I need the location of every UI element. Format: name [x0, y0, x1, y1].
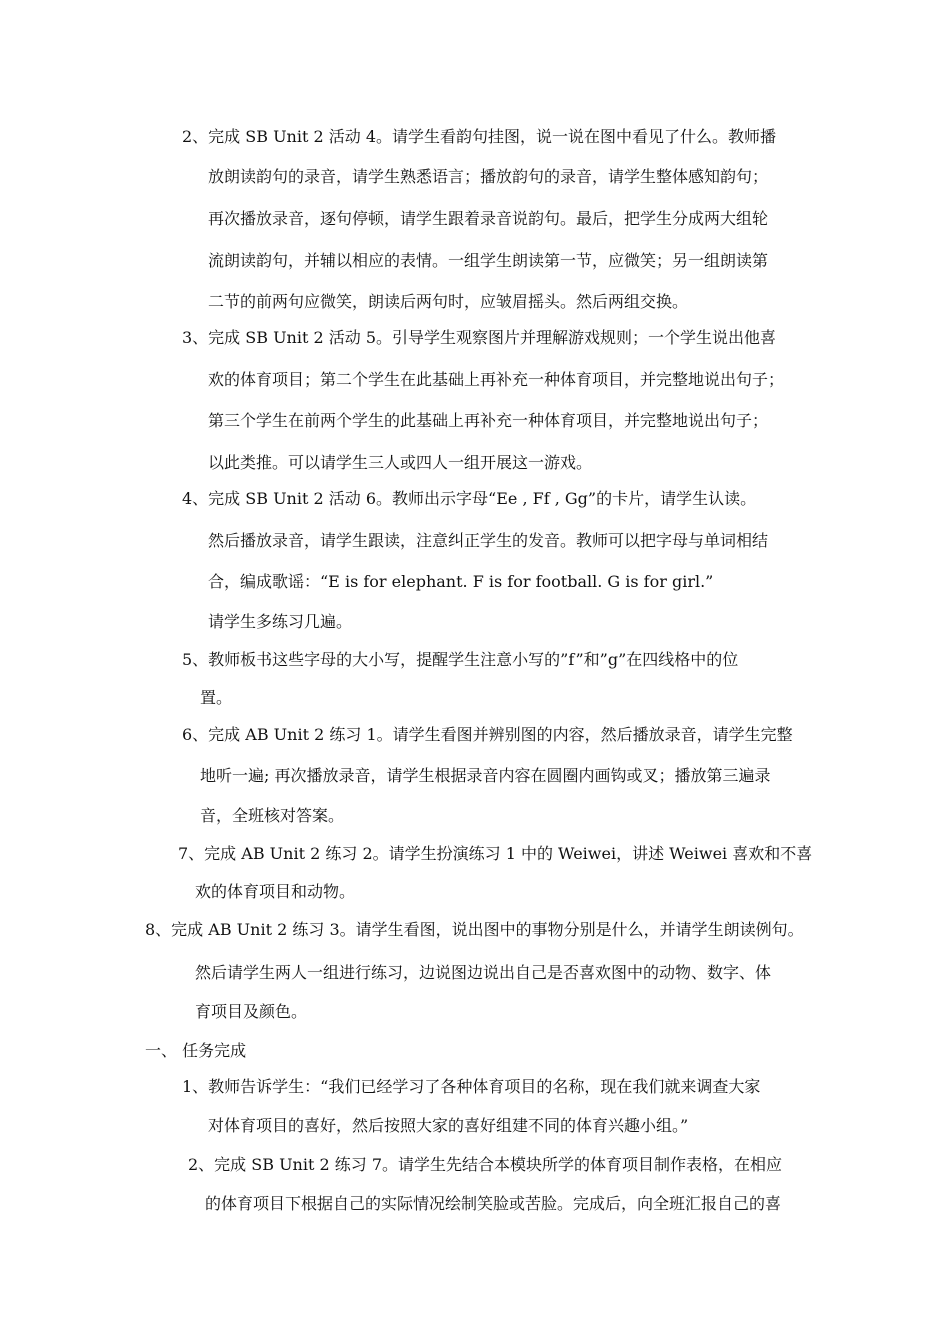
text-line-item6-l2: 地听一遍; 再次播放录音，请学生根据录音内容在圆圈内画钩或叉；播放第三遍录	[200, 766, 771, 785]
text-line-item8-l1: 8、完成 AB Unit 2 练习 3。请学生看图，说出图中的事物分别是什么，并请学生朗读例句。	[145, 920, 804, 939]
text-line-item4-l2: 然后播放录音，请学生跟读，注意纠正学生的发音。教师可以把字母与单词相结	[208, 531, 769, 550]
section-heading: 一、 任务完成	[145, 1041, 247, 1060]
text-line-item8-l3: 育项目及颜色。	[195, 1002, 308, 1021]
text-line-item4-l3: 合，编成歌谣：“E is for elephant. F is for football. G is for girl.”	[208, 572, 714, 591]
text-line-item2-l4: 流朗读韵句，并辅以相应的表情。一组学生朗读第一节，应微笑；另一组朗读第	[208, 251, 769, 270]
text-line-item3-l2: 欢的体育项目；第二个学生在此基础上再补充一种体育项目，并完整地说出句子；	[208, 370, 785, 389]
text-line-item8-l2: 然后请学生两人一组进行练习，边说图边说出自己是否喜欢图中的动物、数字、体	[195, 963, 772, 982]
text-line-item3-l3: 第三个学生在前两个学生的此基础上再补充一种体育项目，并完整地说出句子；	[208, 411, 769, 430]
text-line-item6-l1: 6、完成 AB Unit 2 练习 1。请学生看图并辨别图的内容，然后播放录音，请学生完整	[182, 725, 793, 744]
text-line-item2-l2: 放朗读韵句的录音，请学生熟悉语言；播放韵句的录音，请学生整体感知韵句；	[208, 167, 769, 186]
text-line-item2-l1: 2、完成 SB Unit 2 活动 4。请学生看韵句挂图，说一说在图中看见了什么。教师播	[182, 127, 777, 146]
text-line-item7-l1: 7、完成 AB Unit 2 练习 2。请学生扮演练习 1 中的 Weiwei，讲述 Weiwei 喜欢和不喜	[178, 844, 813, 863]
text-line-item6-l3: 音，全班核对答案。	[200, 806, 345, 825]
text-line-task1-l1: 1、教师告诉学生：“我们已经学习了各种体育项目的名称，现在我们就来调查大家	[182, 1077, 761, 1096]
text-line-task1-l2: 对体育项目的喜好，然后按照大家的喜好组建不同的体育兴趣小组。”	[208, 1116, 689, 1135]
text-line-item7-l2: 欢的体育项目和动物。	[195, 882, 356, 901]
text-line-task2-l2: 的体育项目下根据自己的实际情况绘制笑脸或苦脸。完成后，向全班汇报自己的喜	[205, 1194, 782, 1213]
text-line-item5-l1: 5、教师板书这些字母的大小写，提醒学生注意小写的”f”和”g”在四线格中的位	[182, 650, 739, 669]
text-line-item4-l4: 请学生多练习几遍。	[208, 612, 353, 631]
text-line-item4-l1: 4、完成 SB Unit 2 活动 6。教师出示字母“Ee , Ff , Gg”的卡片，请学生认读。	[182, 489, 757, 508]
text-line-item3-l4: 以此类推。可以请学生三人或四人一组开展这一游戏。	[208, 453, 593, 472]
text-line-task2-l1: 2、完成 SB Unit 2 练习 7。请学生先结合本模块所学的体育项目制作表格，在相应	[188, 1155, 783, 1174]
text-line-item2-l3: 再次播放录音，逐句停顿，请学生跟着录音说韵句。最后，把学生分成两大组轮	[208, 209, 769, 228]
text-line-item2-l5: 二节的前两句应微笑，朗读后两句时，应皱眉摇头。然后两组交换。	[208, 292, 689, 311]
text-line-item3-l1: 3、完成 SB Unit 2 活动 5。引导学生观察图片并理解游戏规则；一个学生说出他喜	[182, 328, 777, 347]
text-line-item5-l2: 置。	[200, 688, 233, 707]
